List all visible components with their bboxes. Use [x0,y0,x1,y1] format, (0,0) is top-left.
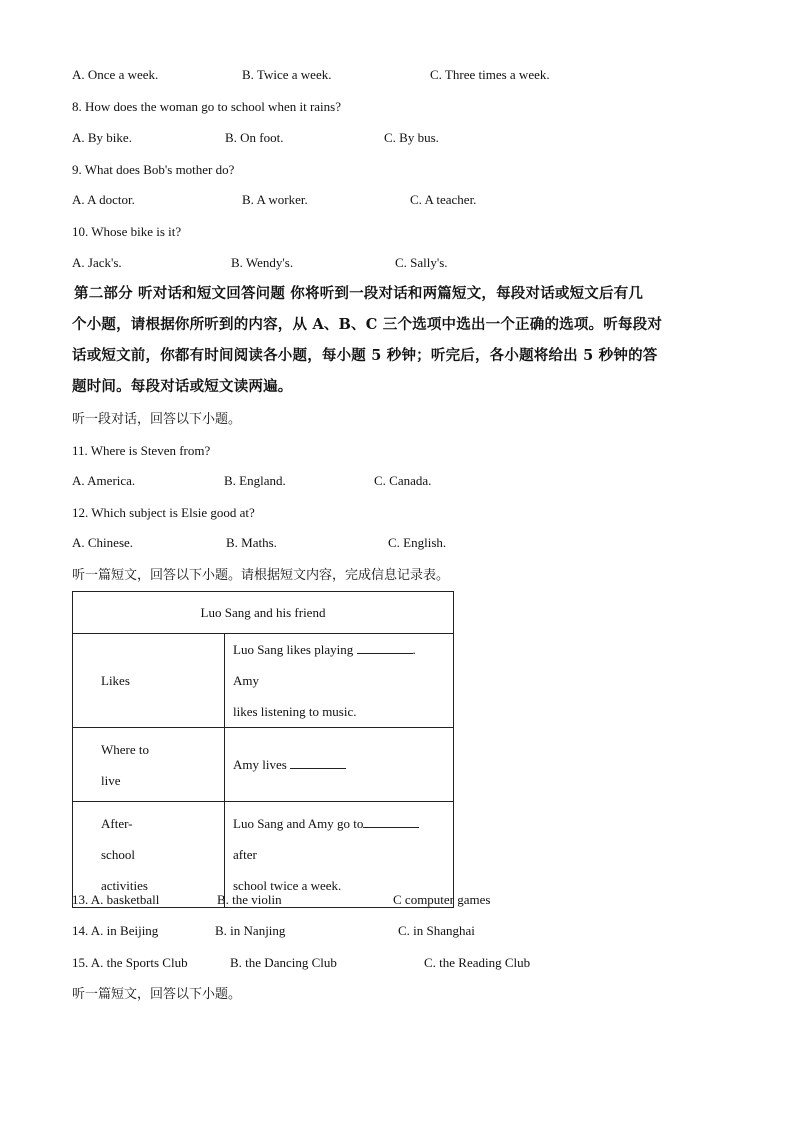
q12-option-b: B. Maths. [226,535,277,550]
row-label-likes: Likes [73,634,225,728]
where-text-1: Amy lives [233,757,291,772]
q11-option-a: A. America. [72,473,136,488]
likes-text-2: . Amy [233,642,416,688]
q15-option-c: C. the Reading Club [424,955,531,970]
table-row [73,728,454,802]
intro-passage2: 听一篇短文，回答以下小题。 [72,987,242,1002]
q13-option-a: 13. A. basketball [72,892,160,907]
table-row [73,634,454,728]
part2-instructions-line4: 题时间。每段对话或短文读两遍。 [72,378,293,395]
q14-option-c: C. in Shanghai [398,923,475,938]
activities-text-3: school twice a week. [233,878,342,893]
row-label-where [73,728,225,802]
q12-option-c: C. English. [388,535,447,550]
row-value-where [225,728,454,802]
q8-stem: 8. How does the woman go to school when it rains? [72,99,341,114]
q14-option-a: 14. A. in Beijing [72,923,159,938]
activities-label-3: activities [101,878,148,893]
q7-option-b: B. Twice a week. [242,67,332,82]
blank-14 [290,755,346,769]
likes-text-3: likes listening to music. [233,704,357,719]
q9-option-a: A. A doctor. [72,192,135,207]
q7-option-c: C. Three times a week. [430,67,550,82]
where-label-1: Where to [101,741,150,757]
q15-option-a: 15. A. the Sports Club [72,955,188,970]
q8-option-b: B. On foot. [225,130,284,145]
q9-stem: 9. What does Bob's mother do? [72,162,235,177]
q9-option-b: B. A worker. [242,192,308,207]
q8-option-a: A. By bike. [72,130,132,145]
q11-option-b: B. England. [224,473,286,488]
activities-label-2: school [101,847,135,862]
intro-dialogue: 听一段对话，回答以下小题。 [72,412,242,427]
activities-text-1: Luo Sang and Amy go to [233,816,364,831]
blank-13 [357,640,413,654]
q13-option-c: C computer games [393,892,491,907]
q10-option-b: B. Wendy's. [231,255,294,270]
part2-instructions-line2: 个小题，请根据你所听到的内容，从 A、B、C 三个选项中选出一个正确的选项。听每段对 [72,316,663,333]
q10-option-a: A. Jack's. [72,255,122,270]
q11-stem: 11. Where is Steven from? [72,443,211,458]
where-label-2: live [101,772,121,788]
table-title: Luo Sang and his friend [73,592,454,634]
q7-option-a: A. Once a week. [72,67,159,82]
q10-stem: 10. Whose bike is it? [72,224,182,239]
q14-option-b: B. in Nanjing [215,923,286,938]
q8-option-c: C. By bus. [384,130,439,145]
q12-stem: 12. Which subject is Elsie good at? [72,505,255,520]
likes-text-1: Luo Sang likes playing [233,642,357,657]
q13-option-b: B. the violin [217,892,282,907]
intro-passage1: 听一篇短文，回答以下小题。请根据短文内容，完成信息记录表。 [72,568,450,583]
activities-text-2: after [233,847,257,862]
row-value-likes [225,634,454,728]
q15-option-b: B. the Dancing Club [230,955,337,970]
activities-label-1: After- [101,816,133,831]
info-record-table [72,591,454,908]
part2-instructions-line3: 话或短文前，你都有时间阅读各小题，每小题 5 秒钟；听完后，各小题将给出 5 秒钟的答 [72,347,658,364]
q12-option-a: A. Chinese. [72,535,134,550]
part2-instructions-line1: 第二部分 听对话和短文回答问题 你将听到一段对话和两篇短文，每段对话或短文后有几 [74,285,644,302]
q9-option-c: C. A teacher. [410,192,477,207]
blank-15 [363,814,419,828]
q10-option-c: C. Sally's. [395,255,448,270]
q11-option-c: C. Canada. [374,473,432,488]
